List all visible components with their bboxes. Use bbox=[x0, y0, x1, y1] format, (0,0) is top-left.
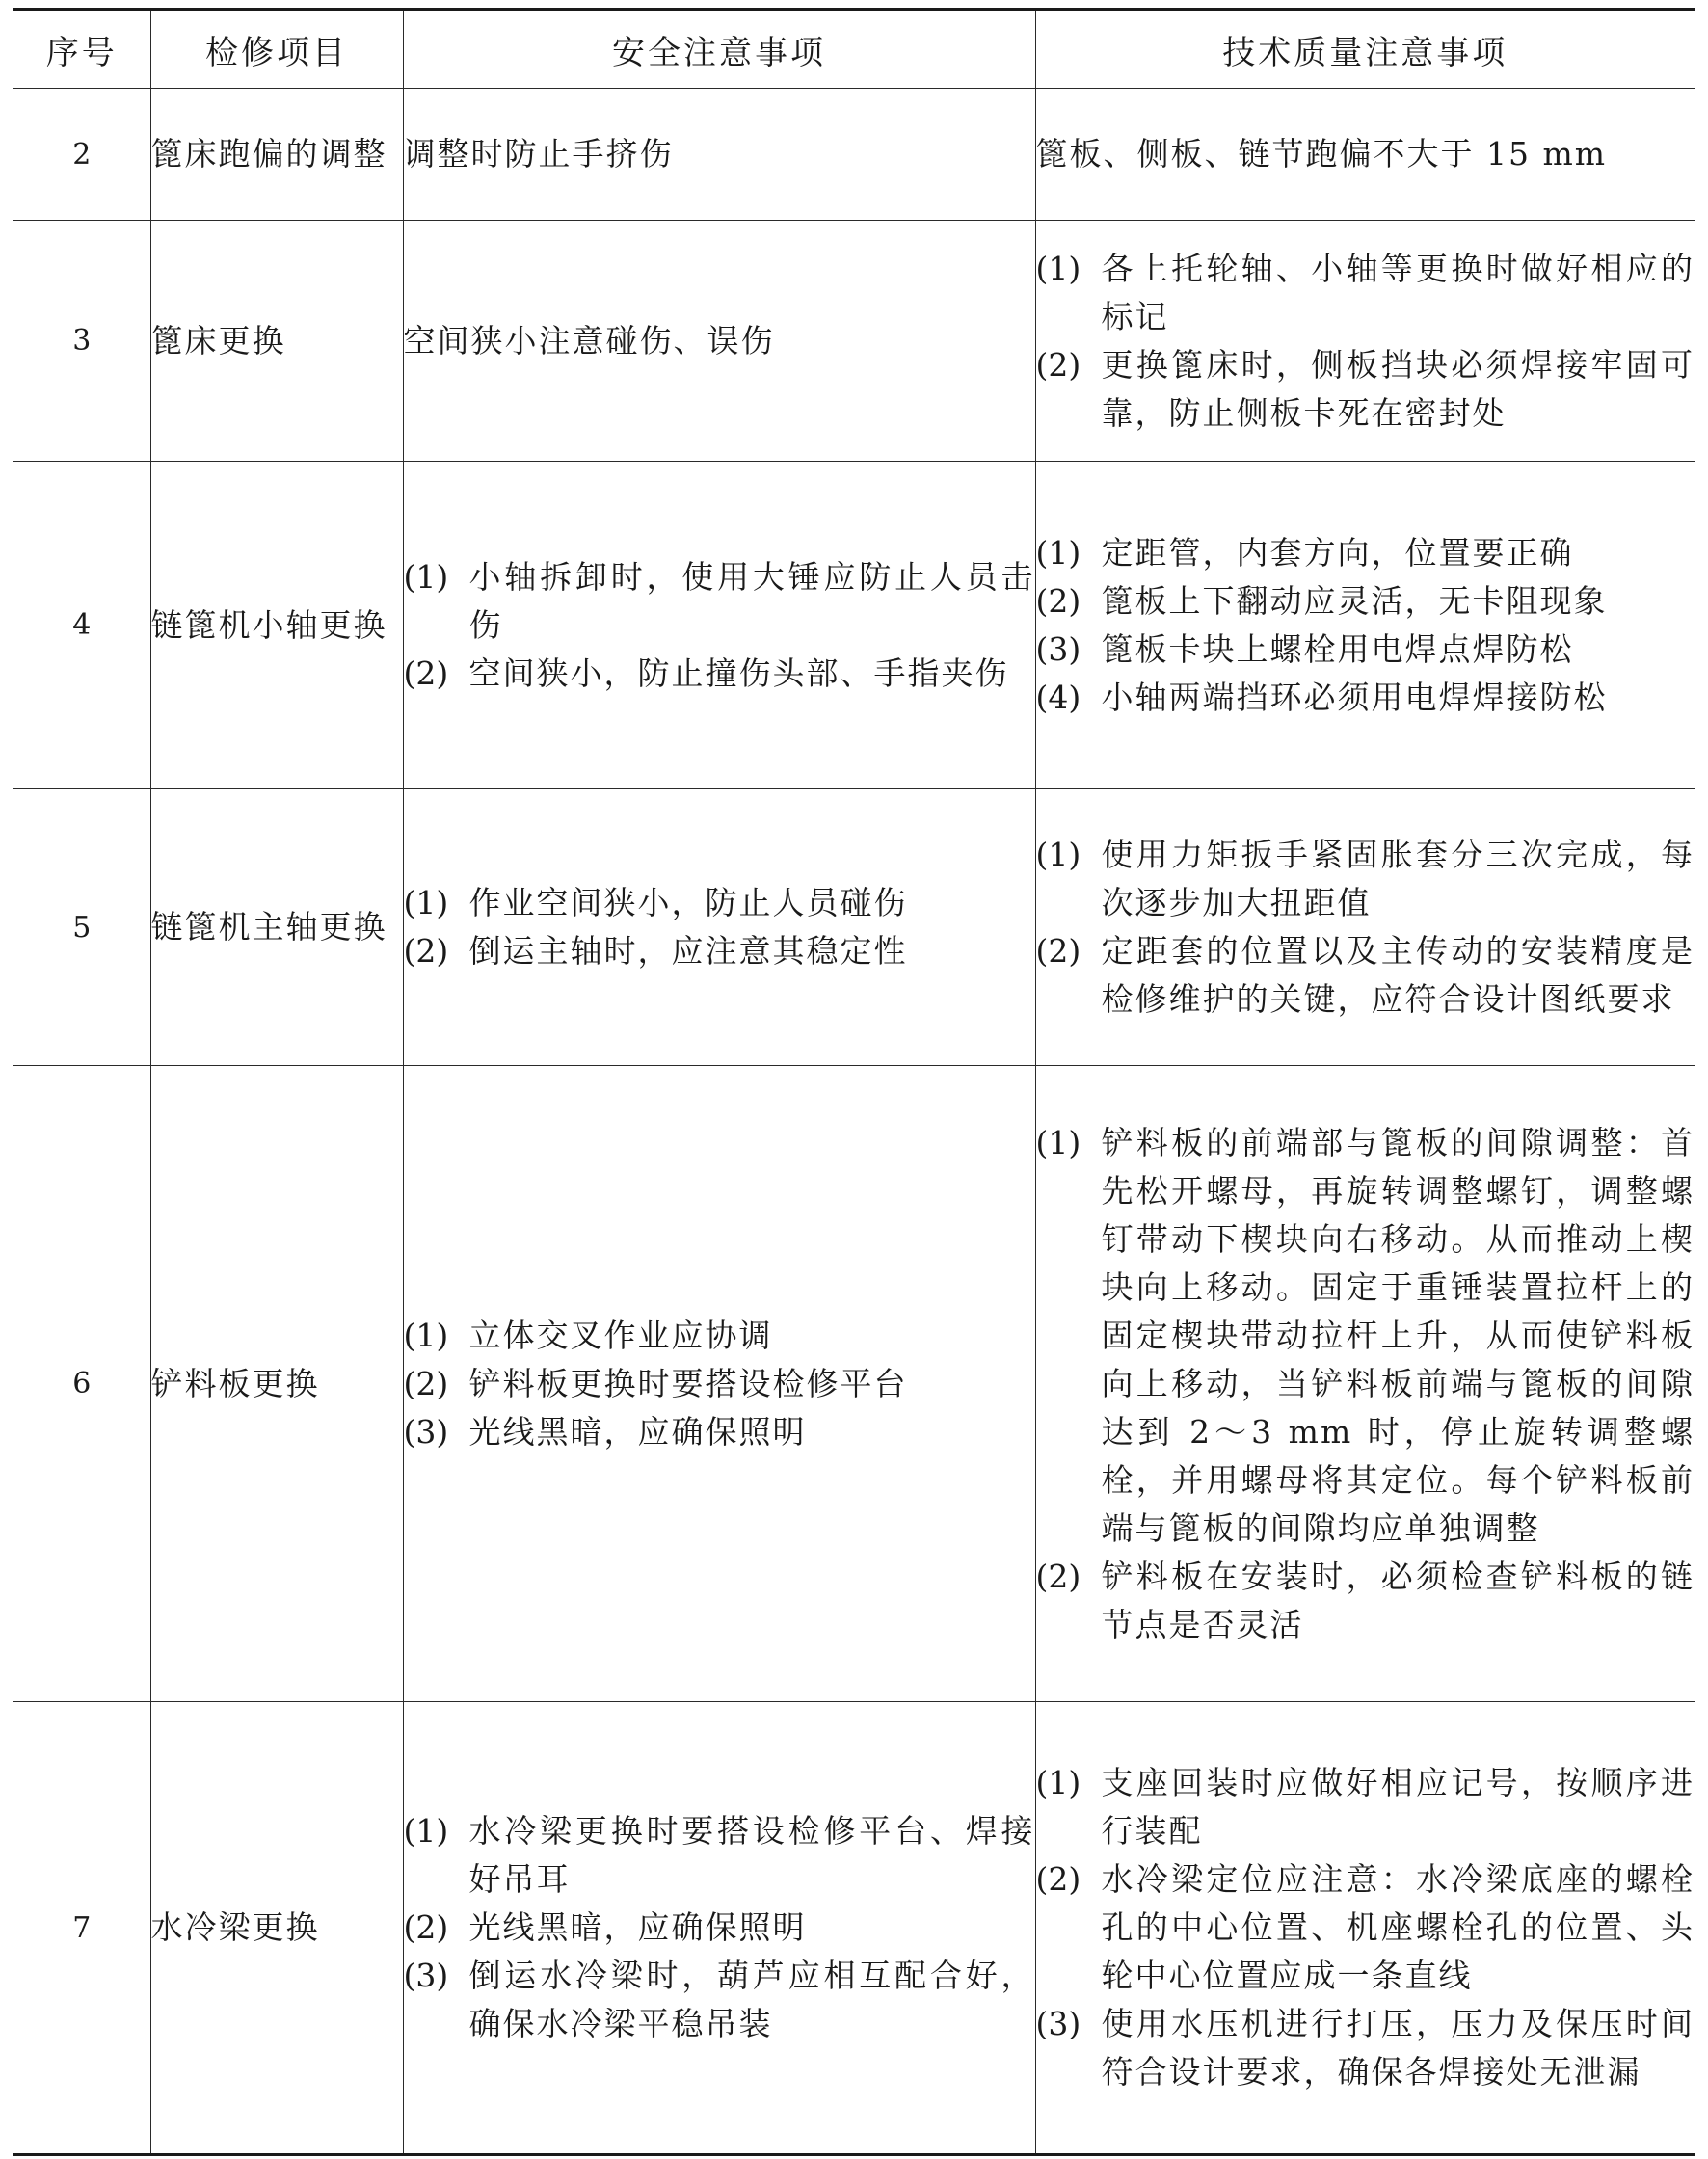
list-item-text: 倒运主轴时，应注意其稳定性 bbox=[468, 932, 908, 970]
list-item-label: (2) bbox=[1035, 932, 1081, 970]
row-number: 7 bbox=[13, 1702, 150, 2155]
list-item bbox=[404, 1904, 1035, 1952]
safety-list bbox=[404, 1312, 1035, 1456]
list-item-text: 小轴拆卸时，使用大锤应防止人员击伤 bbox=[468, 557, 1035, 644]
row-number: 5 bbox=[13, 789, 150, 1066]
list-item-label: (1) bbox=[1035, 249, 1081, 287]
list-item-label: (3) bbox=[1035, 629, 1081, 668]
quality-text: 篦板、侧板、链节跑偏不大于 15 mm bbox=[1035, 135, 1608, 173]
list-item-text: 定距套的位置以及主传动的安装精度是检修维护的关键，应符合设计图纸要求 bbox=[1101, 932, 1695, 1018]
list-item bbox=[1036, 626, 1695, 674]
list-item-label: (3) bbox=[1035, 2005, 1081, 2042]
list-item bbox=[1036, 341, 1695, 438]
row-number: 2 bbox=[13, 89, 150, 221]
list-item bbox=[404, 1360, 1035, 1408]
safety-text: 空间狭小注意碰伤、误伤 bbox=[403, 321, 775, 360]
table-row bbox=[13, 1702, 1695, 2155]
list-item-text: 铲料板在安装时，必须检查铲料板的链节点是否灵活 bbox=[1101, 1557, 1695, 1643]
list-item-label: (1) bbox=[403, 1812, 449, 1850]
table-row bbox=[13, 462, 1695, 789]
list-item-label: (4) bbox=[1035, 678, 1081, 716]
table-row bbox=[13, 89, 1695, 221]
list-item bbox=[1036, 927, 1695, 1024]
safety-list bbox=[404, 879, 1035, 975]
quality-list bbox=[1036, 245, 1695, 438]
list-item-text: 更换篦床时，侧板挡块必须焊接牢固可靠，防止侧板卡死在密封处 bbox=[1101, 345, 1695, 432]
table-row bbox=[13, 789, 1695, 1066]
list-item-text: 篦板上下翻动应灵活，无卡阻现象 bbox=[1101, 581, 1608, 620]
list-item-text: 水冷梁更换时要搭设检修平台、焊接好吊耳 bbox=[468, 1812, 1035, 1898]
list-item-label: (3) bbox=[403, 1412, 449, 1451]
list-item bbox=[1036, 1759, 1695, 1855]
list-item-label: (1) bbox=[403, 1316, 449, 1354]
list-item-label: (1) bbox=[403, 884, 449, 921]
list-item-text: 铲料板的前端部与篦板的间隙调整：首先松开螺母，再旋转调整螺钉，调整螺钉带动下楔块向右移动。从而推动上楔块向上移动。固定于重锤装置拉杆上的固定楔块带动拉杆上升，从而使铲料板向上移动，当铲料板前端与篦板的间隙达到 2～3 mm 时，停止旋转调整螺栓，并用螺母将其定位。每个铲料板前端与篦板的间隙均应单独调整 bbox=[1101, 1123, 1695, 1547]
quality-list bbox=[1036, 1119, 1695, 1649]
table-row bbox=[13, 1066, 1695, 1702]
row-item: 水冷梁更换 bbox=[150, 1908, 320, 1946]
list-item-text: 倒运水冷梁时，葫芦应相互配合好，确保水冷梁平稳吊装 bbox=[468, 1957, 1035, 2042]
safety-list bbox=[404, 553, 1035, 698]
list-item-text: 铲料板更换时要搭设检修平台 bbox=[468, 1364, 908, 1402]
row-item: 链篦机主轴更换 bbox=[150, 908, 387, 946]
list-item-text: 立体交叉作业应协调 bbox=[468, 1316, 773, 1354]
header-safety: 安全注意事项 bbox=[403, 10, 1035, 89]
header-quality: 技术质量注意事项 bbox=[1035, 10, 1695, 89]
list-item-label: (2) bbox=[403, 1364, 449, 1402]
list-item bbox=[1036, 1553, 1695, 1649]
row-number: 6 bbox=[13, 1066, 150, 1702]
list-item-label: (3) bbox=[403, 1957, 449, 1994]
quality-list bbox=[1036, 831, 1695, 1024]
list-item-label: (1) bbox=[1035, 533, 1081, 572]
list-item bbox=[1036, 1119, 1695, 1553]
list-item-text: 作业空间狭小，防止人员碰伤 bbox=[468, 884, 908, 921]
maintenance-table bbox=[13, 8, 1695, 2156]
row-item: 铲料板更换 bbox=[150, 1364, 320, 1402]
list-item bbox=[1036, 1855, 1695, 2000]
list-item-label: (1) bbox=[1035, 1764, 1081, 1801]
list-item bbox=[404, 1408, 1035, 1456]
row-item: 链篦机小轴更换 bbox=[150, 605, 387, 644]
safety-list bbox=[404, 1807, 1035, 2048]
list-item-label: (2) bbox=[1035, 581, 1081, 620]
safety-text: 调整时防止手挤伤 bbox=[403, 135, 674, 173]
list-item bbox=[404, 927, 1035, 975]
list-item-text: 水冷梁定位应注意：水冷梁底座的螺栓孔的中心位置、机座螺栓孔的位置、头轮中心位置应成一条直线 bbox=[1101, 1860, 1695, 1994]
list-item-text: 空间狭小，防止撞伤头部、手指夹伤 bbox=[468, 653, 1009, 692]
row-number: 4 bbox=[13, 462, 150, 789]
list-item bbox=[404, 1807, 1035, 1904]
list-item-label: (2) bbox=[403, 1908, 449, 1946]
header-serial: 序号 bbox=[13, 10, 150, 89]
row-number: 3 bbox=[13, 221, 150, 462]
list-item-label: (2) bbox=[403, 932, 449, 970]
list-item-text: 小轴两端挡环必须用电焊焊接防松 bbox=[1101, 678, 1608, 716]
quality-list bbox=[1036, 529, 1695, 722]
header-row bbox=[13, 10, 1695, 89]
list-item bbox=[404, 553, 1035, 650]
list-item bbox=[404, 1952, 1035, 2048]
list-item-label: (2) bbox=[1035, 1557, 1081, 1595]
list-item-label: (1) bbox=[1035, 1123, 1081, 1161]
list-item-text: 各上托轮轴、小轴等更换时做好相应的标记 bbox=[1101, 249, 1695, 335]
list-item-text: 篦板卡块上螺栓用电焊点焊防松 bbox=[1101, 629, 1574, 668]
list-item-text: 光线黑暗，应确保照明 bbox=[468, 1908, 807, 1946]
row-item: 篦床更换 bbox=[150, 321, 286, 360]
list-item-label: (2) bbox=[1035, 345, 1081, 384]
list-item-label: (2) bbox=[1035, 1860, 1081, 1898]
header-item: 检修项目 bbox=[150, 10, 403, 89]
list-item bbox=[1036, 2000, 1695, 2096]
list-item bbox=[404, 650, 1035, 698]
list-item-text: 支座回装时应做好相应记号，按顺序进行装配 bbox=[1101, 1764, 1695, 1850]
list-item-text: 使用力矩扳手紧固胀套分三次完成，每次逐步加大扭距值 bbox=[1101, 836, 1695, 921]
list-item bbox=[1036, 831, 1695, 927]
list-item bbox=[404, 879, 1035, 927]
list-item-text: 光线黑暗，应确保照明 bbox=[468, 1412, 807, 1451]
list-item-text: 定距管，内套方向，位置要正确 bbox=[1101, 533, 1574, 572]
list-item-text: 使用水压机进行打压，压力及保压时间符合设计要求，确保各焊接处无泄漏 bbox=[1101, 2005, 1695, 2091]
list-item-label: (1) bbox=[403, 557, 449, 596]
list-item bbox=[1036, 674, 1695, 722]
list-item bbox=[1036, 577, 1695, 626]
list-item bbox=[1036, 245, 1695, 341]
row-item: 篦床跑偏的调整 bbox=[150, 135, 387, 173]
list-item bbox=[404, 1312, 1035, 1360]
list-item-label: (2) bbox=[403, 653, 449, 692]
list-item bbox=[1036, 529, 1695, 577]
quality-list bbox=[1036, 1759, 1695, 2096]
list-item-label: (1) bbox=[1035, 836, 1081, 873]
table-row bbox=[13, 221, 1695, 462]
